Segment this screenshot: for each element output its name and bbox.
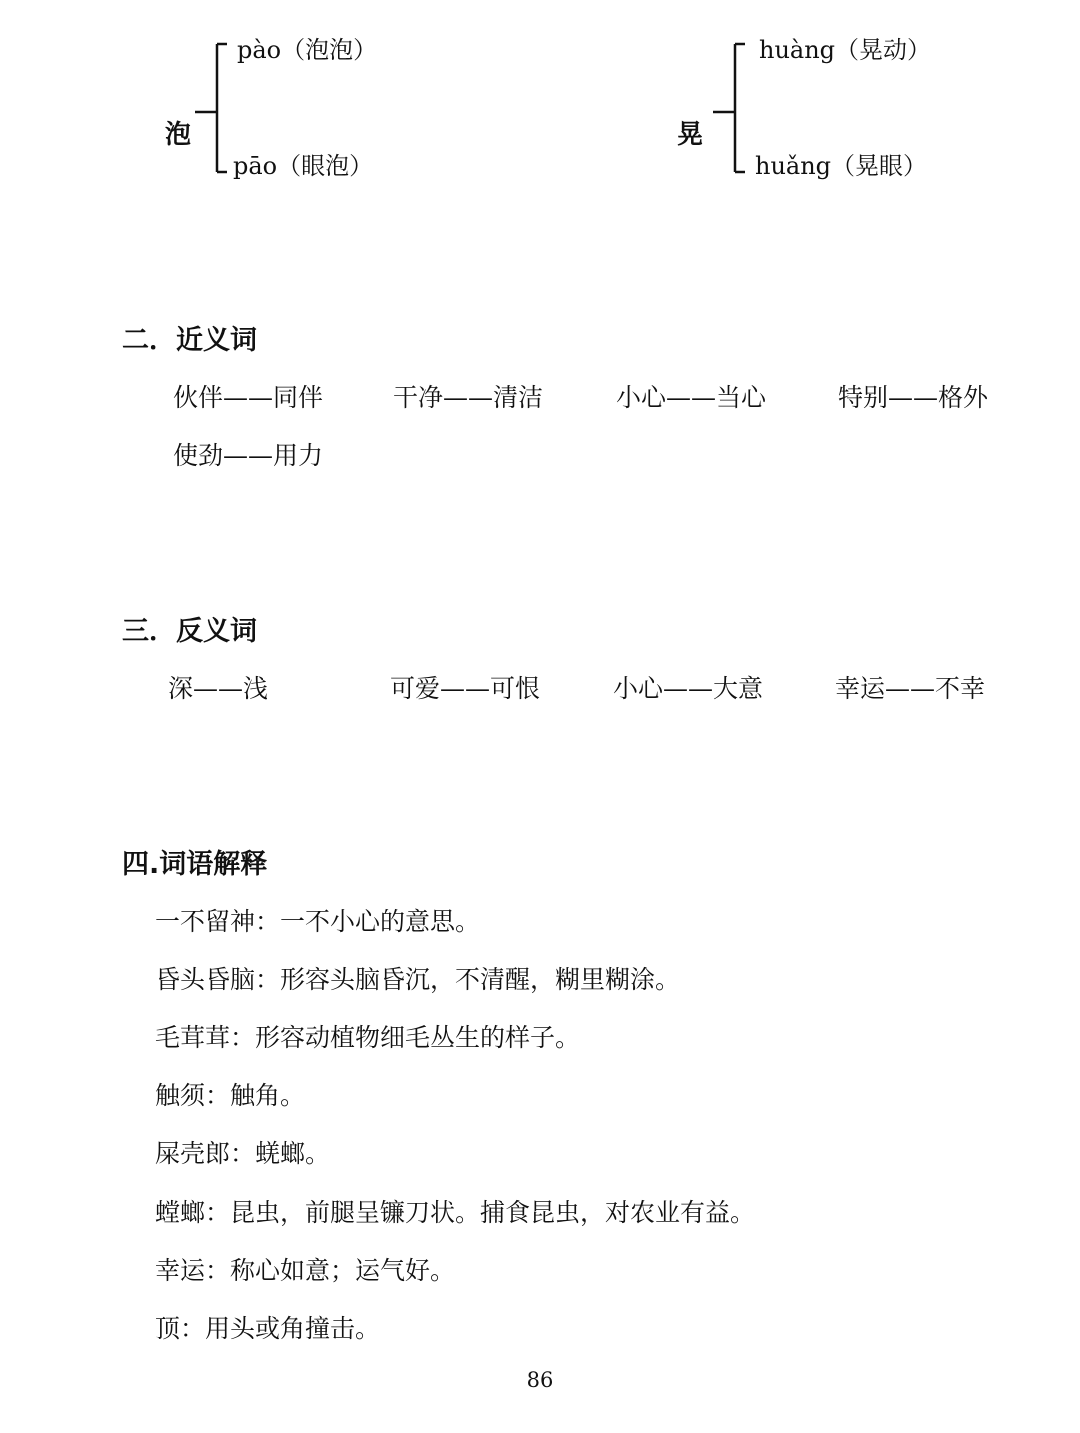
polyphonic-char: 泡 — [165, 120, 192, 150]
polyphonic-block-pao — [165, 28, 565, 188]
reading-top: pào（泡泡） — [237, 36, 378, 64]
polyphonic-char: 晃 — [677, 120, 704, 150]
explanation-item: 屎壳郎：蜣螂。 — [155, 1139, 331, 1168]
synonym-pair: 小心——当心 — [616, 383, 767, 412]
reading-bottom: pāo（眼泡） — [233, 152, 374, 180]
antonym-pair: 深——浅 — [168, 674, 269, 703]
explanation-item: 触须：触角。 — [155, 1081, 306, 1110]
antonym-pair: 幸运——不幸 — [835, 674, 986, 703]
reading-top: huàng（晃动） — [759, 36, 932, 64]
explanations-title: 四.词语解释 — [122, 849, 268, 880]
polyphonic-block-huang — [677, 28, 1077, 188]
synonym-pair: 伙伴——同伴 — [173, 383, 324, 412]
antonyms-title: 三．反义词 — [122, 616, 257, 647]
antonym-pair: 可爱——可恨 — [390, 674, 541, 703]
explanation-item: 顶：用头或角撞击。 — [155, 1314, 381, 1343]
explanation-item: 昏头昏脑：形容头脑昏沉，不清醒，糊里糊涂。 — [155, 965, 681, 994]
explanation-item: 螳螂：昆虫，前腿呈镰刀状。捕食昆虫，对农业有益。 — [155, 1198, 756, 1227]
synonym-pair: 干净——清洁 — [393, 383, 544, 412]
antonym-pair: 小心——大意 — [613, 674, 764, 703]
reading-bottom: huǎng（晃眼） — [755, 152, 928, 180]
bracket-icon — [193, 40, 233, 180]
synonyms-title: 二．近义词 — [122, 325, 257, 356]
page-number: 86 — [526, 1368, 554, 1392]
synonym-pair: 使劲——用力 — [173, 441, 324, 470]
explanation-item: 毛茸茸：形容动植物细毛丛生的样子。 — [155, 1023, 581, 1052]
synonym-pair: 特别——格外 — [838, 383, 989, 412]
explanation-item: 一不留神：一不小心的意思。 — [155, 907, 481, 936]
explanation-item: 幸运：称心如意；运气好。 — [155, 1256, 456, 1285]
